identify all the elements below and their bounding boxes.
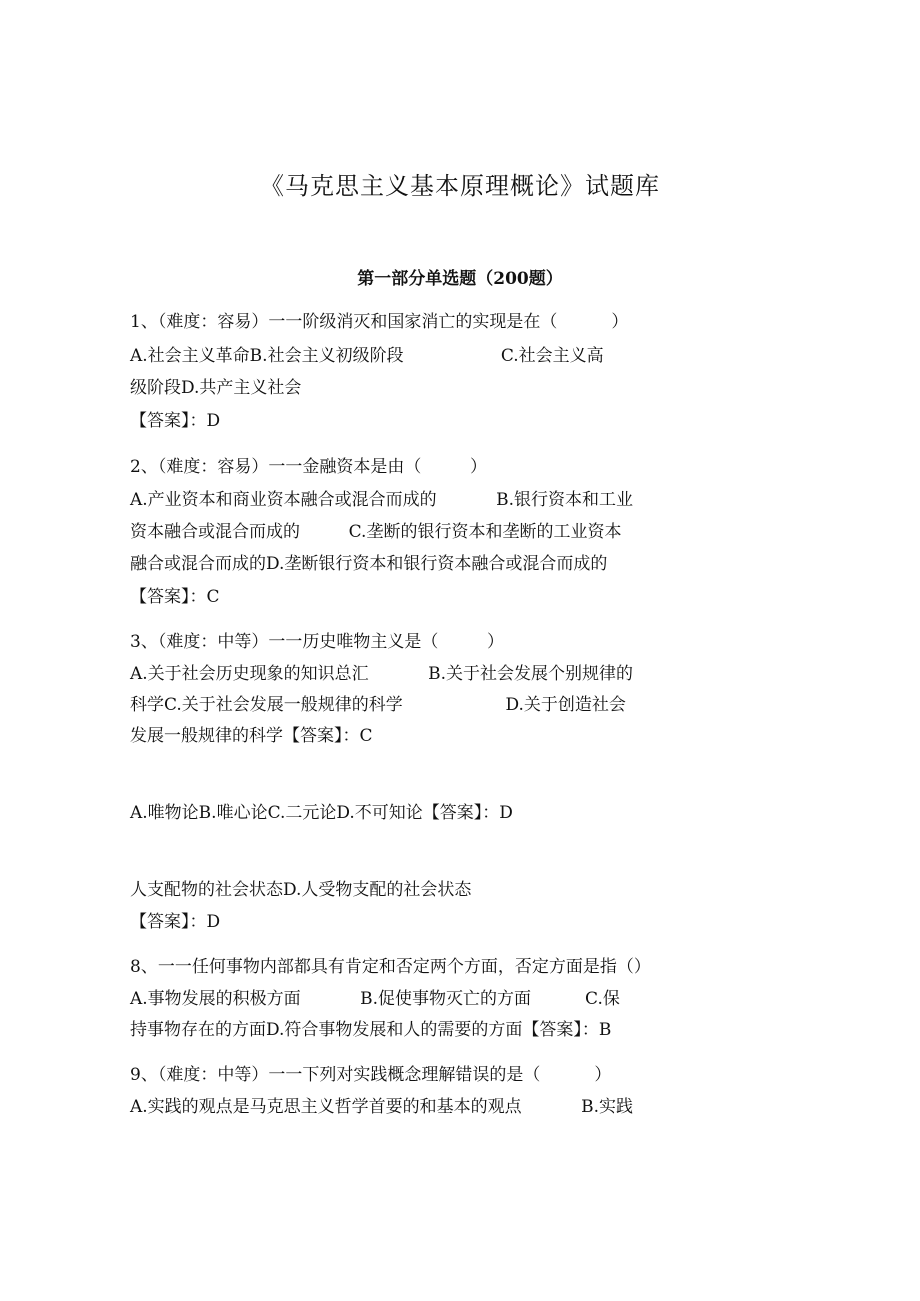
fragment-options-answer: A.唯物论B.唯心论C.二元论D.不可知论【答案】：D xyxy=(130,803,513,823)
q1-answer: 【答案】：D xyxy=(130,411,221,431)
q3-options-line-1: A.关于社会历史现象的知识总汇 B.关于社会发展个别规律的 xyxy=(130,664,634,684)
q2-options-line-3: 融合或混合而成的D.垄断银行资本和银行资本融合或混合而成的 xyxy=(130,554,608,574)
q2-options-line-1: A.产业资本和商业资本融合或混合而成的 B.银行资本和工业 xyxy=(130,490,634,510)
q2-options-line-2: 资本融合或混合而成的 C.垄断的银行资本和垄断的工业资本 xyxy=(130,522,622,542)
q8-options-answer: 持事物存在的方面D.符合事物发展和人的需要的方面【答案】：B xyxy=(130,1020,612,1040)
q3-options-answer: 发展一般规律的科学【答案】：C xyxy=(130,726,373,746)
fragment2-options: 人支配物的社会状态D.人受物支配的社会状态 xyxy=(130,880,472,900)
document-title: 《马克思主义基本原理概论》试题库 xyxy=(260,172,660,200)
q3-options-line-2: 科学C.关于社会发展一般规律的科学 D.关于创造社会 xyxy=(130,695,626,715)
q2-answer: 【答案】：C xyxy=(130,587,220,607)
section-heading: 第一部分单选题（200题） xyxy=(357,269,563,289)
fragment2-answer: 【答案】：D xyxy=(130,912,221,932)
q1-options-line-1: A.社会主义革命B.社会主义初级阶段 C.社会主义高 xyxy=(130,346,604,366)
q8-stem: 8、一一任何事物内部都具有肯定和否定两个方面，否定方面是指（） xyxy=(130,957,651,977)
q1-stem: 1、（难度：容易）一一阶级消灭和国家消亡的实现是在（ ） xyxy=(130,312,629,332)
q2-stem: 2、（难度：容易）一一金融资本是由（ ） xyxy=(130,457,487,477)
q3-stem: 3、（难度：中等）一一历史唯物主义是（ ） xyxy=(130,632,504,652)
q9-options-line-1: A.实践的观点是马克思主义哲学首要的和基本的观点 B.实践 xyxy=(130,1097,634,1117)
q1-options-line-2: 级阶段D.共产主义社会 xyxy=(130,378,302,398)
q8-options-line-1: A.事物发展的积极方面 B.促使事物灭亡的方面 C.保 xyxy=(130,989,620,1009)
q9-stem: 9、（难度：中等）一一下列对实践概念理解错误的是（ ） xyxy=(130,1065,612,1085)
